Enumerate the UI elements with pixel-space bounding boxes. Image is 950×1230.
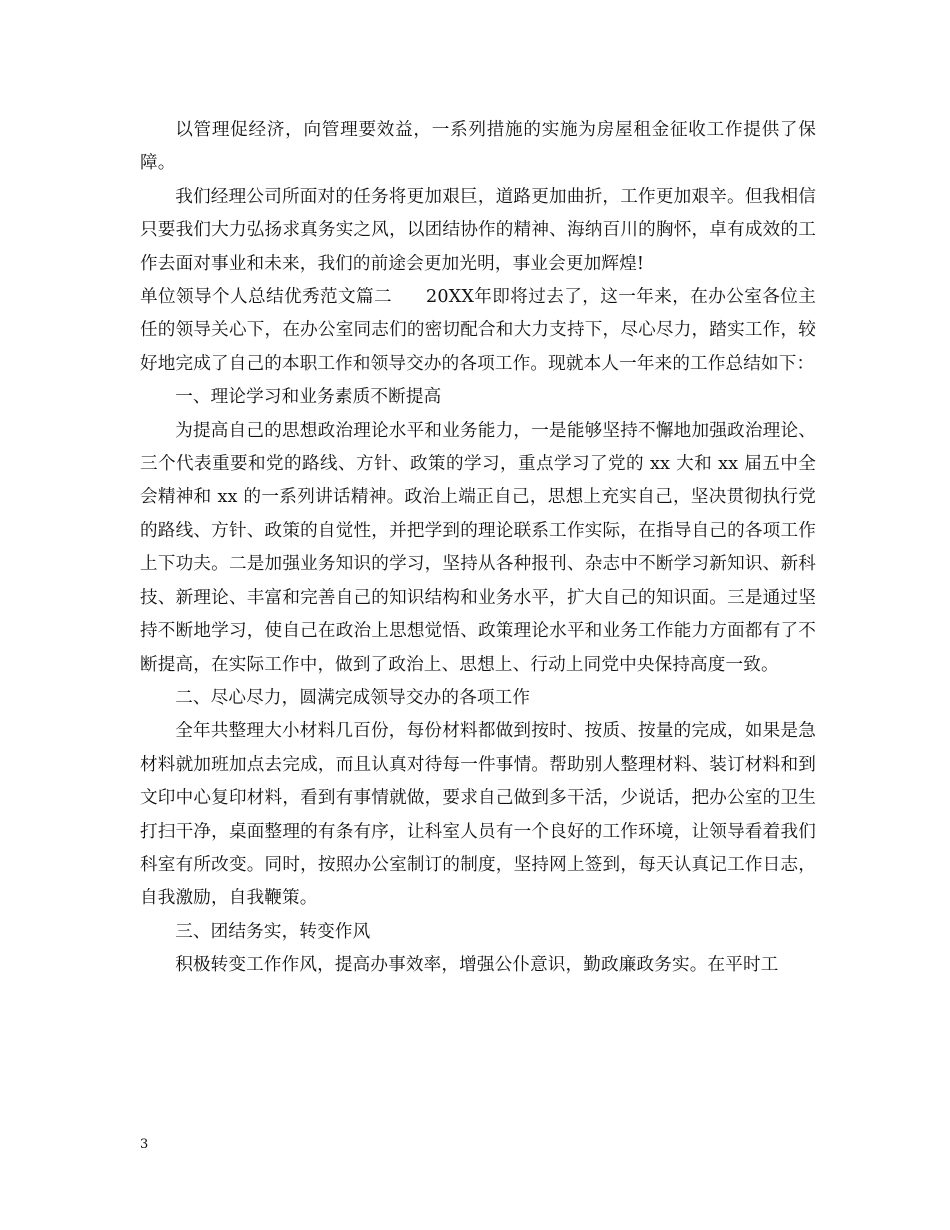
paragraph-work-style: 积极转变工作作风，提高办事效率，增强公仆意识，勤政廉政务实。在平时工 <box>175 955 779 976</box>
page-number: 3 <box>140 1137 149 1152</box>
paragraph-outlook: 我们经理公司所面对的任务将更加艰巨，道路更加曲折，工作更加艰辛。但我相信只要我们大力弘扬求真务实之风，以团结协作的精神、海纳百川的胸怀，卓有成效的工作去面对事业和未来，我们的前途会更加光明，事业会更加辉煌! <box>140 186 816 274</box>
heading-work-style: 三、团结务实，转变作风 <box>175 921 371 942</box>
section-intro: 20XX年即将过去了，这一年来，在办公室各位主任的领导关心下，在办公室同志们的密切配合和大力支持下，尽心尽力，踏实工作，较好地完成了自己的本职工作和领导交办的各项工作。现就本人一年来的工作总结如下： <box>140 287 816 374</box>
paragraph-theory-study: 为提高自己的思想政治理论水平和业务能力，一是能够坚持不懈地加强政治理论、三个代表重要和党的路线、方针、政策的学习，重点学习了党的 xx 大和 xx 届五中全会精神和 xx 的一系列讲话精神。政治上端正自己，思想上充实自己，坚决贯彻执行党的路线、方针、政策的自觉性，并把学到的理论联系工作实际，在指导自己的各项工作上下功夫。二是加强业务知识的学习，坚持从各种报刊、杂志中不断学习新知识、新科技、新理论、丰富和完善自己的知识结构和业务水平，扩大自己的知识面。三是通过坚持不断地学习，使自己在政治上思想觉悟、政策理论水平和业务工作能力方面都有了不断提高，在实际工作中，做到了政治上、思想上、行动上同党中央保持高度一致。 <box>140 420 816 675</box>
heading-tasks: 二、尽心尽力，圆满完成领导交办的各项工作 <box>175 687 531 708</box>
paragraph-management: 以管理促经济，向管理要效益，一系列措施的实施为房屋租金征收工作提供了保障。 <box>140 120 816 174</box>
section-title: 单位领导个人总结优秀范文篇二 <box>140 287 392 308</box>
section-intro-paragraph <box>140 281 816 381</box>
document-body <box>140 114 816 983</box>
paragraph-tasks: 全年共整理大小材料几百份，每份材料都做到按时、按质、按量的完成，如果是急材料就加班加点去完成，而且认真对待每一件事情。帮助别人整理材料、装订材料和到文印中心复印材料，看到有事情就做，要求自己做到多干活，少说话，把办公室的卫生打扫干净，桌面整理的有条有序，让科室人员有一个良好的工作环境，让领导看着我们科室有所改变。同时，按照办公室制订的制度，坚持网上签到，每天认真记工作日志，自我激励，自我鞭策。 <box>140 721 816 909</box>
heading-theory-study: 一、理论学习和业务素质不断提高 <box>175 387 442 408</box>
